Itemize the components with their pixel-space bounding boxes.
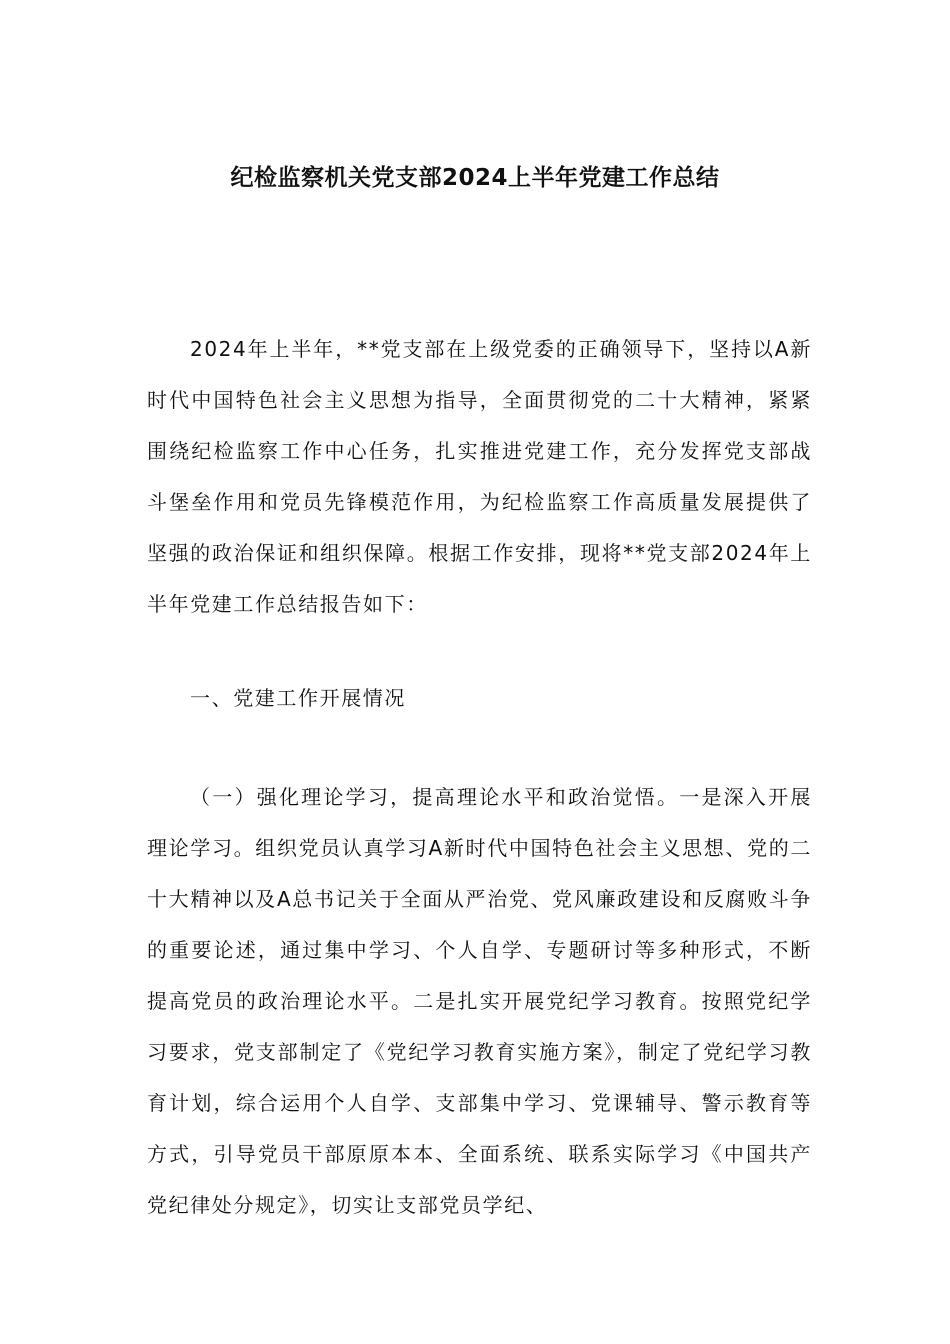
section-heading: 一、党建工作开展情况 — [190, 686, 406, 710]
document-title: 纪检监察机关党支部2024上半年党建工作总结 — [230, 165, 720, 191]
intro-paragraph: 2024年上半年，**党支部在上级党委的正确领导下，坚持以A新时代中国特色社会主义思想为指导，全面贯彻党的二十大精神，紧紧围绕纪检监察工作中心任务，扎实推进党建工作，充分发挥党支部战斗堡垒作用和党员先锋模范作用，为纪检监察工作高质量发展提供了坚强的政治保证和组织保障。根据工作安排，现将**党支部2024年上半年党建工作总结报告如下： — [147, 337, 812, 616]
theory-study-paragraph: （一）强化理论学习，提高理论水平和政治觉悟。一是深入开展理论学习。组织党员认真学习A新时代中国特色社会主义思想、党的二十大精神以及A总书记关于全面从严治党、党风廉政建设和反腐败斗争的重要论述，通过集中学习、个人自学、专题研讨等多种形式，不断提高党员的政治理论水平。二是扎实开展党纪学习教育。按照党纪学习要求，党支部制定了《党纪学习教育实施方案》，制定了党纪学习教育计划，综合运用个人自学、支部集中学习、党课辅导、警示教育等方式，引导党员干部原原本本、全面系统、联系实际学习《中国共产党纪律处分规定》，切实让支部党员学纪、 — [147, 785, 812, 1217]
